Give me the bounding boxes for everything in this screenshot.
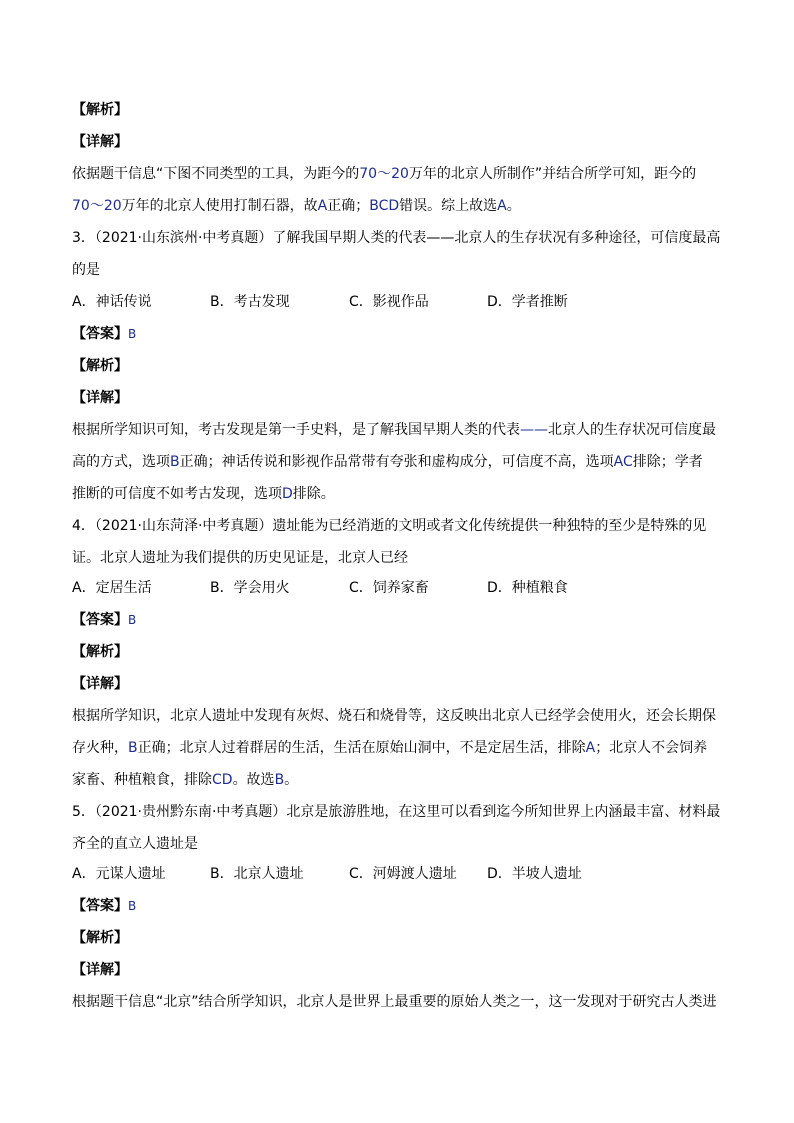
q5-detail-line: 根据题干信息“北京”结合所学知识，北京人是世界上最重要的原始人类之一，这一发现对于研究古人类进 [72, 994, 717, 1010]
q4-option-a: A．定居生活 [72, 580, 152, 596]
q3-detail-label: 【详解】 [72, 390, 128, 406]
q3-detail-line: 根据所学知识可知，考古发现是第一手史料，是了解我国早期人类的代表——北京人的生存状况可信度最 [72, 422, 716, 438]
question-4-stem: 4．（2021·山东菏泽·中考真题）遗址能为已经消逝的文明或者文化传统提供一种独特的至少是特殊的见 [72, 518, 707, 534]
q3-analysis-label: 【解析】 [72, 358, 128, 374]
q5-answer: 【答案】B [72, 898, 137, 914]
q4-detail-line: 根据所学知识，北京人遗址中发现有灰烬、烧石和烧骨等，这反映出北京人已经学会使用火，还会长期保 [72, 708, 716, 724]
q3-detail-line: 高的方式，选项B正确；神话传说和影视作品常带有夸张和虚构成分，可信度不高，选项AC排除；学者 [72, 454, 703, 470]
question-5-stem-cont: 齐全的直立人遗址是 [72, 836, 198, 852]
q3-option-d: D．学者推断 [487, 294, 568, 310]
q4-option-d: D．种植粮食 [487, 580, 568, 596]
detail-text-line: 70～20万年的北京人使用打制石器，故A正确；BCD错误。综上故选A。 [72, 198, 521, 214]
q3-option-a: A．神话传说 [72, 294, 152, 310]
q3-detail-line: 推断的可信度不如考古发现，选项D排除。 [72, 486, 335, 502]
q4-detail-line: 家畜、种植粮食，排除CD。故选B。 [72, 772, 299, 788]
detail-text-line: 依据题干信息“下图不同类型的工具，为距今的70～20万年的北京人所制作”并结合所学可知，距今的 [72, 166, 697, 182]
detail-label: 【详解】 [72, 134, 128, 150]
question-4-stem-cont: 证。北京人遗址为我们提供的历史见证是，北京人已经 [72, 550, 408, 566]
q5-option-d: D．半坡人遗址 [487, 866, 582, 882]
q5-detail-label: 【详解】 [72, 962, 128, 978]
q4-analysis-label: 【解析】 [72, 644, 128, 660]
q5-option-c: C．河姆渡人遗址 [349, 866, 457, 882]
q4-option-c: C．饲养家畜 [349, 580, 429, 596]
q4-detail-label: 【详解】 [72, 676, 128, 692]
q4-option-b: B．学会用火 [210, 580, 290, 596]
question-3-stem-cont: 的是 [72, 262, 100, 278]
q4-detail-line: 存火种，B正确；北京人过着群居的生活，生活在原始山洞中，不是定居生活，排除A；北京人不会饲养 [72, 740, 708, 756]
analysis-label: 【解析】 [72, 102, 128, 118]
q3-answer: 【答案】B [72, 326, 137, 342]
q4-answer: 【答案】B [72, 612, 137, 628]
q3-option-c: C．影视作品 [349, 294, 429, 310]
q5-option-a: A．元谋人遗址 [72, 866, 166, 882]
question-3-stem: 3．（2021·山东滨州·中考真题）了解我国早期人类的代表——北京人的生存状况有多种途径，可信度最高 [72, 230, 721, 246]
question-5-stem: 5．（2021·贵州黔东南·中考真题）北京是旅游胜地，在这里可以看到迄今所知世界上内涵最丰富、材料最 [72, 804, 721, 820]
q5-analysis-label: 【解析】 [72, 930, 128, 946]
q5-option-b: B．北京人遗址 [210, 866, 304, 882]
q3-option-b: B．考古发现 [210, 294, 290, 310]
